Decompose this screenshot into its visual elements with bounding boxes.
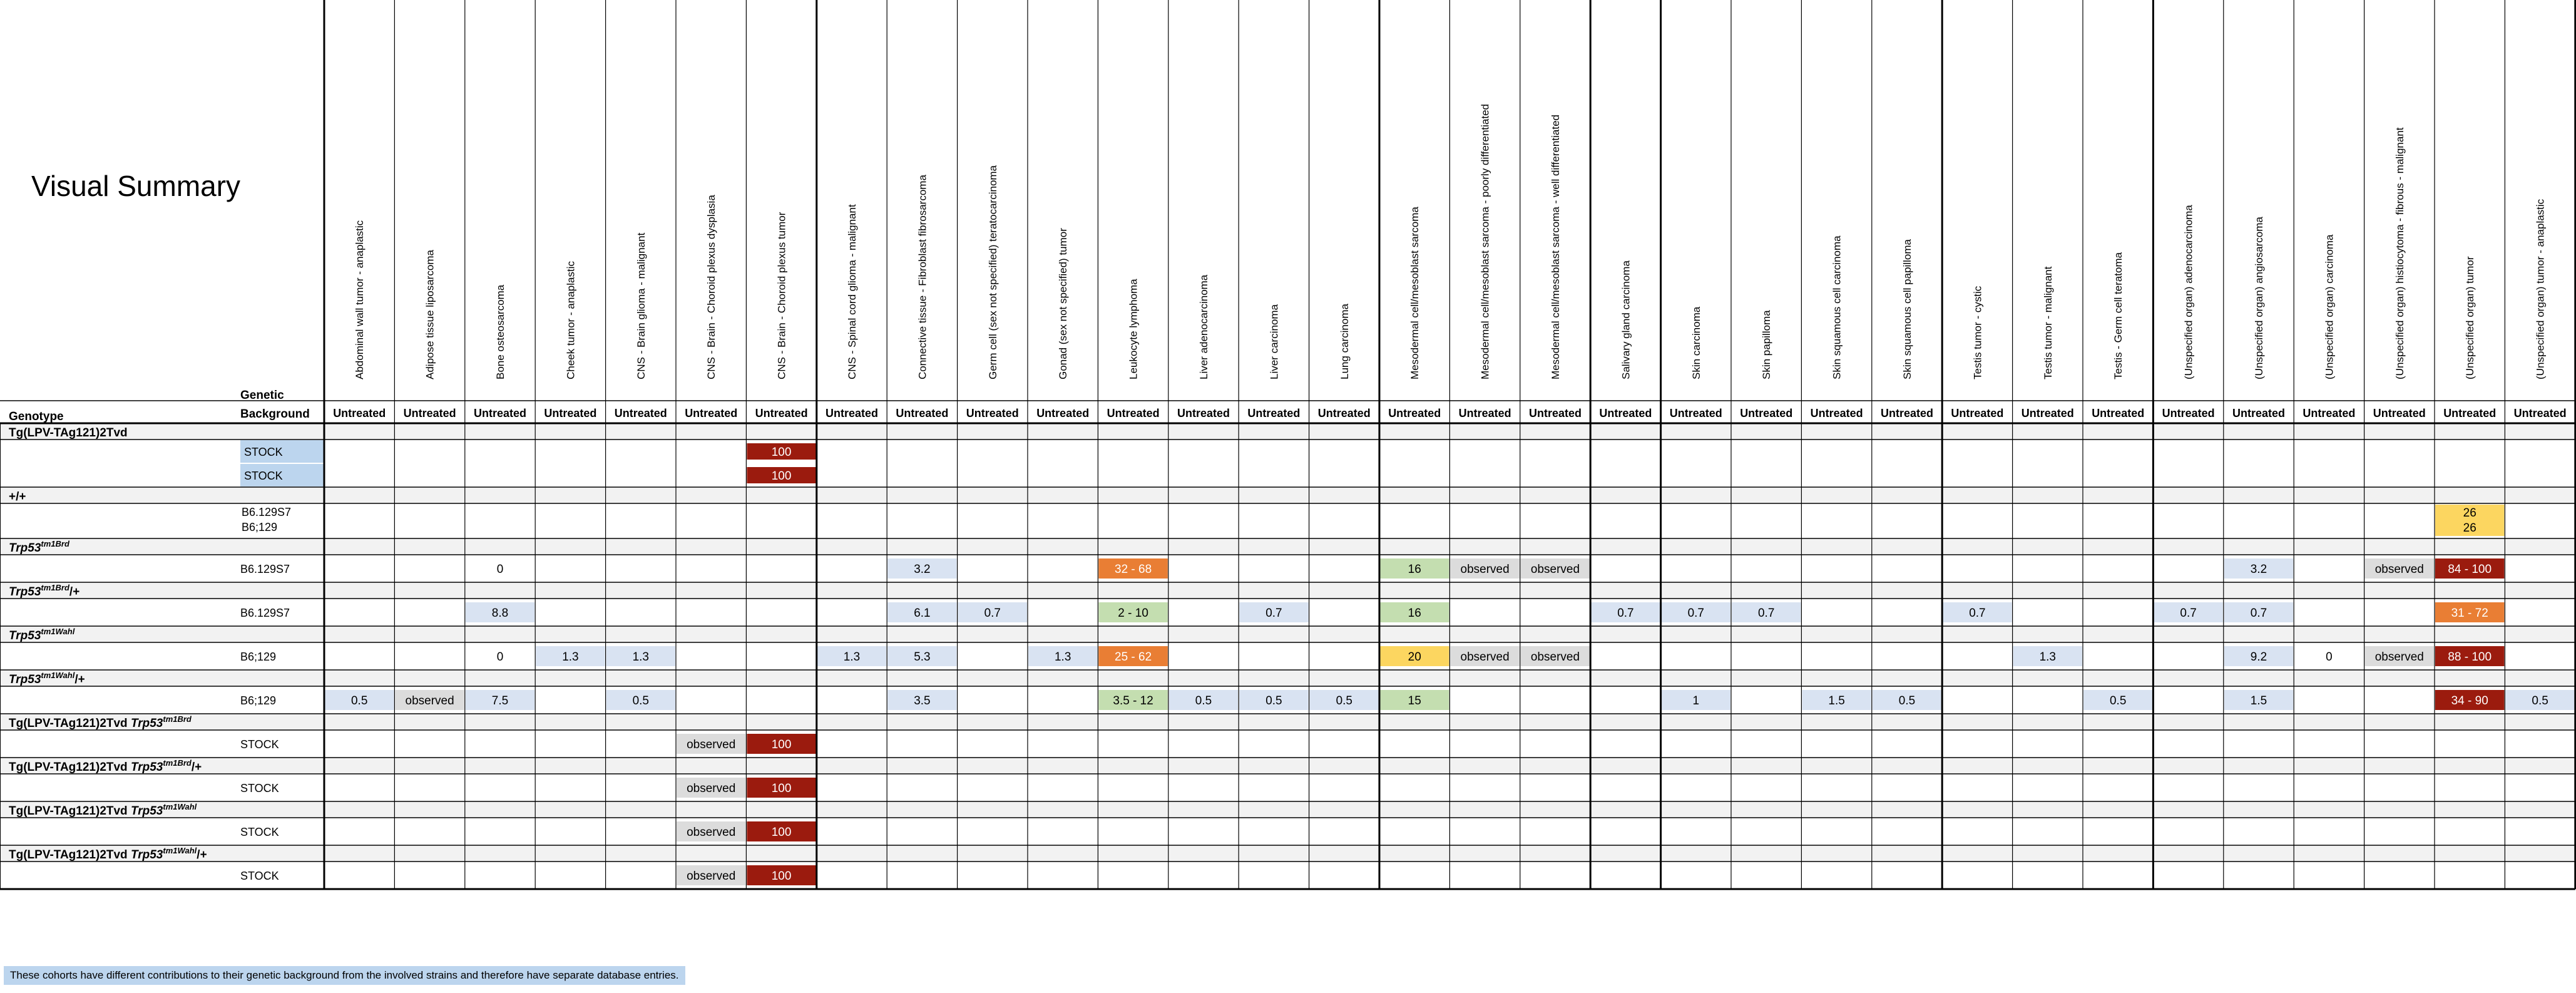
data-cell-value: 7.5	[491, 694, 509, 707]
data-cell-value: 0.7	[2180, 607, 2197, 620]
data-cell-value: 84 - 100	[2448, 563, 2492, 576]
background-header: Genetic	[240, 389, 284, 402]
genotype-label: $Trp53^{tm1Wahl}/+$	[9, 671, 85, 686]
treatment-label: Untreated	[1317, 407, 1371, 419]
treatment-label: Untreated	[896, 407, 949, 419]
genotype-label: Tg(LPV-TAg121)2Tvd $Trp53^{tm1Brd}/+$	[9, 758, 202, 774]
genotype-label: $Trp53^{tm1Brd}/+$	[9, 583, 80, 599]
data-cell-value: 1.3	[562, 651, 579, 664]
treatment-label: Untreated	[2303, 407, 2356, 419]
data-cell-value: 31 - 72	[2451, 607, 2488, 620]
column-header: (Unspecified organ) tumor - anaplastic	[2534, 198, 2547, 379]
data-cell-value: 3.2	[2250, 563, 2267, 576]
data-cell-value: observed	[2374, 563, 2424, 576]
section-band	[0, 801, 2575, 818]
treatment-label: Untreated	[614, 407, 667, 419]
data-cell-value: observed	[687, 782, 736, 795]
data-cell-value: 6.1	[914, 607, 931, 620]
treatment-label: Untreated	[825, 407, 879, 419]
treatment-label: Untreated	[1810, 407, 1863, 419]
data-cell-value: 0.5	[1898, 694, 1916, 707]
data-cell-value: 0.7	[984, 607, 1001, 620]
genotype-label: $Trp53^{tm1Wahl}$	[9, 627, 75, 642]
column-header: CNS - Brain - Choroid plexus dysplasia	[705, 195, 718, 379]
data-cell-value: 3.2	[914, 563, 931, 576]
treatment-label: Untreated	[2373, 407, 2426, 419]
treatment-label: Untreated	[473, 407, 527, 419]
data-cell-value: 1.3	[843, 651, 861, 664]
data-cell-value: 100	[771, 870, 792, 883]
treatment-label: Untreated	[1669, 407, 1722, 419]
data-cell-value: observed	[687, 870, 736, 883]
data-cell-value: 32 - 68	[1115, 563, 1152, 576]
treatment-label: Untreated	[1036, 407, 1090, 419]
treatment-label: Untreated	[1247, 407, 1301, 419]
data-cell-value: 88 - 100	[2448, 651, 2492, 664]
treatment-label: Untreated	[1880, 407, 1934, 419]
background-label: STOCK	[244, 446, 283, 458]
column-header: Germ cell (sex not specified) teratocarcinoma	[986, 165, 999, 379]
data-cell-value: 100	[771, 446, 792, 459]
data-cell-value: 0.5	[1195, 694, 1212, 707]
column-header: Skin carcinoma	[1690, 306, 1702, 379]
data-cell-value: 26	[2463, 507, 2476, 520]
genotype-label: Tg(LPV-TAg121)2Tvd $Trp53^{tm1Brd}$	[9, 714, 192, 730]
data-cell-value: 5.3	[914, 651, 931, 664]
column-header: Liver carcinoma	[1268, 304, 1280, 379]
column-header: Testis tumor - cystic	[1971, 286, 1984, 379]
column-header: (Unspecified organ) tumor	[2464, 256, 2476, 379]
data-cell-value: 1.3	[1054, 651, 1071, 664]
data-cell-value: observed	[687, 738, 736, 751]
data-cell-value: 1.5	[2250, 694, 2267, 707]
data-cell-value: 0	[2326, 651, 2333, 664]
background-label: B6.129S7	[240, 563, 290, 575]
genotype-label: $Trp53^{tm1Brd}$	[9, 539, 69, 555]
column-header: Leukocyte lymphoma	[1127, 279, 1140, 379]
column-header: Gonad (sex not specified) tumor	[1057, 228, 1070, 379]
column-header: Bone osteosarcoma	[494, 284, 506, 379]
data-cell-value: 1.3	[2039, 651, 2057, 664]
treatment-label: Untreated	[966, 407, 1019, 419]
treatment-label: Untreated	[1177, 407, 1230, 419]
data-cell-value: 0.7	[2250, 607, 2267, 620]
treatment-label: Untreated	[544, 407, 597, 419]
section-band	[0, 626, 2575, 642]
data-cell-value: observed	[687, 826, 736, 839]
column-header: (Unspecified organ) angiosarcoma	[2253, 217, 2265, 379]
data-cell-value: 1.3	[632, 651, 650, 664]
treatment-label: Untreated	[685, 407, 738, 419]
background-label: B6;129	[240, 651, 277, 663]
treatment-label: Untreated	[1528, 407, 1582, 419]
section-band	[0, 538, 2575, 555]
column-header: Abdominal wall tumor - anaplastic	[354, 220, 366, 379]
background-header: Background	[240, 408, 310, 421]
page-title: Visual Summary	[31, 170, 241, 202]
data-cell-value: 0.5	[1336, 694, 1353, 707]
genotype-header: Genotype	[9, 410, 64, 423]
column-header: Lung carcinoma	[1338, 304, 1351, 379]
column-header: Skin squamous cell papilloma	[1901, 239, 1913, 379]
section-band	[0, 845, 2575, 862]
data-cell-value: 0.7	[1617, 607, 1634, 620]
treatment-label: Untreated	[403, 407, 456, 419]
section-band	[0, 423, 2575, 440]
treatment-label: Untreated	[2092, 407, 2145, 419]
column-header: Adipose tissue liposarcoma	[424, 250, 436, 379]
treatment-label: Untreated	[1107, 407, 1160, 419]
data-cell-value: 0.7	[1757, 607, 1775, 620]
data-cell-value: 16	[1408, 607, 1421, 620]
treatment-label: Untreated	[755, 407, 808, 419]
background-label: STOCK	[240, 738, 279, 751]
data-cell-value: 0.5	[350, 694, 368, 707]
data-cell-value: 100	[771, 782, 792, 795]
column-header: Testis - Germ cell teratoma	[2112, 252, 2125, 379]
treatment-label: Untreated	[2162, 407, 2215, 419]
data-cell-value: 16	[1408, 563, 1421, 576]
data-cell-value: 3.5 - 12	[1113, 694, 1153, 707]
treatment-label: Untreated	[2232, 407, 2286, 419]
data-cell-value: observed	[1460, 563, 1510, 576]
treatment-label: Untreated	[2513, 407, 2567, 419]
data-cell-value: 0.5	[632, 694, 650, 707]
data-cell-value: observed	[1530, 563, 1580, 576]
background-label: B6.129S7	[240, 607, 290, 619]
column-header: Cheek tumor - anaplastic	[565, 261, 577, 379]
column-header: Testis tumor - malignant	[2042, 266, 2054, 379]
genotype-label: Tg(LPV-TAg121)2Tvd $Trp53^{tm1Wahl}/+$	[9, 846, 207, 862]
data-cell-value: 20	[1408, 651, 1421, 664]
data-cell-value: 0.5	[2109, 694, 2127, 707]
data-cell-value: 15	[1408, 694, 1421, 707]
data-cell-value: 1.5	[1828, 694, 1845, 707]
background-label: STOCK	[240, 826, 279, 838]
data-cell-value: 100	[771, 826, 792, 839]
data-cell-value: 34 - 90	[2451, 694, 2488, 707]
column-header: Mesodermal cell/mesoblast sarcoma - poorly differentiated	[1479, 104, 1491, 379]
column-header: (Unspecified organ) adenocarcinoma	[2182, 205, 2195, 379]
background-label: B6.129S7	[242, 506, 292, 518]
data-cell-value: 25 - 62	[1115, 651, 1152, 664]
treatment-label: Untreated	[333, 407, 386, 419]
footnote: These cohorts have different contributions to their genetic background from the involved strains and therefore have separate database entries.	[4, 966, 685, 985]
column-header: CNS - Brain glioma - malignant	[635, 232, 647, 379]
data-cell-value: 0.5	[2532, 694, 2548, 707]
column-header: Mesodermal cell/mesoblast sarcoma - well differentiated	[1550, 115, 1561, 379]
section-band	[0, 714, 2575, 730]
data-cell-value: 0.7	[1969, 607, 1986, 620]
treatment-label: Untreated	[1740, 407, 1793, 419]
background-label: STOCK	[240, 782, 279, 795]
data-cell-value: 100	[771, 738, 792, 751]
data-cell-value: 1	[1692, 694, 1700, 707]
data-cell-value: observed	[405, 694, 454, 707]
column-header: CNS - Brain - Choroid plexus tumor	[775, 212, 788, 379]
section-band	[0, 758, 2575, 774]
background-label: STOCK	[244, 470, 283, 482]
column-header: Connective tissue - Fibroblast fibrosarcoma	[916, 175, 929, 379]
data-cell-value: 0.7	[1687, 607, 1705, 620]
column-header: Liver adenocarcinoma	[1198, 274, 1210, 379]
section-band	[0, 487, 2575, 503]
data-cell-value: 9.2	[2250, 651, 2267, 664]
treatment-label: Untreated	[1599, 407, 1652, 419]
column-header: (Unspecified organ) histiocytoma - fibrous - malignant	[2393, 127, 2406, 379]
column-header: CNS - Spinal cord glioma - malignant	[846, 204, 858, 379]
background-label: STOCK	[240, 870, 279, 882]
data-cell-value: 0	[496, 563, 504, 576]
data-cell-value: 8.8	[491, 607, 509, 620]
background-label: B6;129	[240, 694, 277, 707]
column-header: (Unspecified organ) carcinoma	[2323, 234, 2336, 379]
section-band	[0, 582, 2575, 599]
genotype-label: Tg(LPV-TAg121)2Tvd	[9, 426, 128, 440]
treatment-label: Untreated	[1388, 407, 1441, 419]
data-cell-value: 100	[771, 470, 792, 483]
data-cell-value: 0.7	[1265, 607, 1282, 620]
data-cell-value: 0	[496, 651, 504, 664]
data-cell-value: observed	[2374, 651, 2424, 664]
data-cell-value: 26	[2463, 522, 2476, 535]
section-band	[0, 670, 2575, 686]
column-header: Skin papilloma	[1761, 310, 1773, 379]
data-cell-value: 0.5	[1265, 694, 1282, 707]
treatment-label: Untreated	[1951, 407, 2004, 419]
background-label: B6;129	[242, 521, 278, 533]
genotype-label: Tg(LPV-TAg121)2Tvd $Trp53^{tm1Wahl}$	[9, 802, 197, 818]
treatment-label: Untreated	[2021, 407, 2074, 419]
data-cell-value: observed	[1460, 651, 1510, 664]
treatment-label: Untreated	[1458, 407, 1511, 419]
column-header: Mesodermal cell/mesoblast sarcoma	[1409, 207, 1421, 379]
genotype-label: +/+	[9, 490, 26, 503]
column-header: Salivary gland carcinoma	[1620, 260, 1632, 379]
data-cell-value: 2 - 10	[1118, 607, 1148, 620]
data-cell-value: observed	[1530, 651, 1580, 664]
treatment-label: Untreated	[2443, 407, 2497, 419]
data-cell-value: 3.5	[914, 694, 931, 707]
column-header: Skin squamous cell carcinoma	[1831, 235, 1843, 379]
